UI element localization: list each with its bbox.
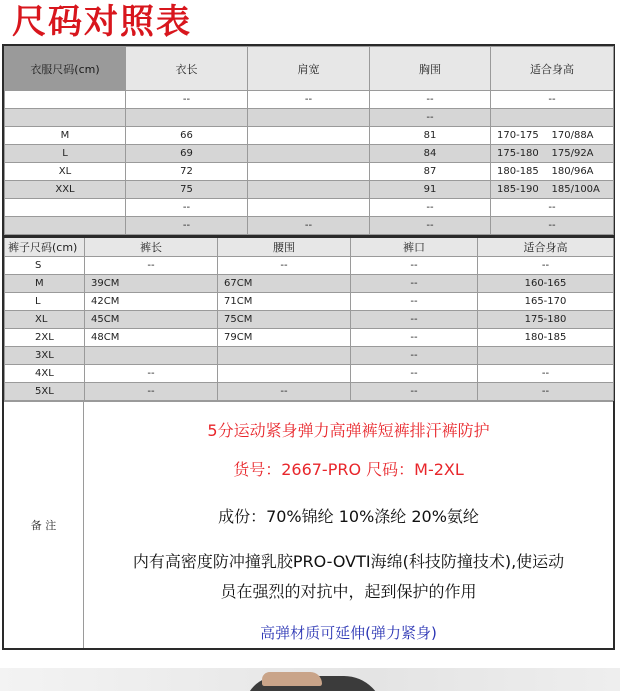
cell-chest: 91 — [370, 181, 491, 199]
cell-length: -- — [126, 91, 248, 109]
cell-size: 3XL — [5, 347, 85, 365]
header-waist: 腰围 — [218, 237, 351, 257]
cell-shoulder — [248, 109, 370, 127]
cell-size: XL — [5, 163, 126, 181]
table-row — [5, 217, 614, 235]
pants-size-table — [4, 235, 614, 401]
cell-height: -- — [478, 257, 614, 275]
cell-length: -- — [85, 365, 218, 383]
cell-size — [5, 91, 126, 109]
cell-hem: -- — [351, 257, 478, 275]
cell-chest: -- — [370, 217, 491, 235]
cell-height: 180-185 — [478, 329, 614, 347]
cell-waist: -- — [218, 383, 351, 401]
header-shoulder: 肩宽 — [248, 47, 370, 91]
table-row — [5, 127, 614, 145]
table-row — [5, 365, 614, 383]
cell-size: M — [5, 275, 85, 293]
cell-height: 180-185 180/96A — [491, 163, 614, 181]
table-row — [5, 311, 614, 329]
product-code-line: 货号：2667-PRO 尺码：M-2XL — [233, 460, 464, 479]
cell-height: 160-165 — [478, 275, 614, 293]
cell-height: -- — [491, 199, 614, 217]
cell-height: 170-175 170/88A — [491, 127, 614, 145]
cell-chest: 87 — [370, 163, 491, 181]
cell-height: -- — [491, 217, 614, 235]
header-pants-length: 裤长 — [85, 237, 218, 257]
cell-shoulder: -- — [248, 91, 370, 109]
cell-hem: -- — [351, 293, 478, 311]
cell-hem: -- — [351, 383, 478, 401]
cell-height — [478, 347, 614, 365]
product-name-line: 5分运动紧身弹力高弹裤短裤排汗裤防护 — [207, 421, 490, 440]
notes-body — [84, 402, 613, 648]
table-row — [5, 347, 614, 365]
cell-chest: -- — [370, 91, 491, 109]
header-pants-height: 适合身高 — [478, 237, 614, 257]
cell-length — [126, 109, 248, 127]
cell-length: 69 — [126, 145, 248, 163]
cell-waist: 67CM — [218, 275, 351, 293]
header-top-length: 衣长 — [126, 47, 248, 91]
header-hem: 裤口 — [351, 237, 478, 257]
cell-waist: 79CM — [218, 329, 351, 347]
cell-chest: -- — [370, 109, 491, 127]
notes-section — [4, 401, 613, 648]
cell-height: 175-180 — [478, 311, 614, 329]
cell-size: XXL — [5, 181, 126, 199]
cell-hem: -- — [351, 347, 478, 365]
cell-waist: 75CM — [218, 311, 351, 329]
cell-size: M — [5, 127, 126, 145]
table-row — [5, 109, 614, 127]
description-line-2: 员在强烈的对抗中，起到保护的作用 — [220, 582, 477, 601]
cell-waist — [218, 365, 351, 383]
table-row — [5, 293, 614, 311]
cell-shoulder — [248, 145, 370, 163]
cell-waist — [218, 347, 351, 365]
header-chest: 胸围 — [370, 47, 491, 91]
description-line-1: 内有高密度防冲撞乳胶PRO-OVTI海绵(科技防撞技术),使运动 — [132, 552, 565, 571]
cell-length: -- — [126, 199, 248, 217]
table-row — [5, 257, 614, 275]
cell-length: -- — [85, 257, 218, 275]
elastic-note-line: 高弹材质可延伸(弹力紧身) — [260, 624, 437, 642]
cell-size: 4XL — [5, 365, 85, 383]
cell-shoulder — [248, 181, 370, 199]
composition-line: 成份：70%锦纶 10%涤纶 20%氨纶 — [218, 507, 479, 526]
notes-label: 备 注 — [4, 402, 84, 648]
cell-length: 42CM — [85, 293, 218, 311]
cell-length: 66 — [126, 127, 248, 145]
table-row — [5, 181, 614, 199]
cell-size: XL — [5, 311, 85, 329]
cell-length: -- — [126, 217, 248, 235]
cell-length: 45CM — [85, 311, 218, 329]
cell-waist: -- — [218, 257, 351, 275]
cell-hem: -- — [351, 311, 478, 329]
cell-length: 72 — [126, 163, 248, 181]
cell-size: L — [5, 293, 85, 311]
cell-height: 175-180 175/92A — [491, 145, 614, 163]
pants-table-header — [5, 237, 614, 257]
cell-length: 75 — [126, 181, 248, 199]
cell-shoulder: -- — [248, 217, 370, 235]
header-top-height: 适合身高 — [491, 47, 614, 91]
table-row — [5, 163, 614, 181]
cell-size: 5XL — [5, 383, 85, 401]
cell-height: 165-170 — [478, 293, 614, 311]
cell-chest: 84 — [370, 145, 491, 163]
cell-height: 185-190 185/100A — [491, 181, 614, 199]
cell-shoulder — [248, 127, 370, 145]
cell-size — [5, 109, 126, 127]
cell-hem: -- — [351, 275, 478, 293]
table-row — [5, 383, 614, 401]
cell-size: 2XL — [5, 329, 85, 347]
top-table-header — [5, 47, 614, 91]
cell-height: -- — [478, 383, 614, 401]
cell-height: -- — [491, 91, 614, 109]
cell-size: L — [5, 145, 126, 163]
cell-length: 48CM — [85, 329, 218, 347]
table-row — [5, 329, 614, 347]
cell-shoulder — [248, 163, 370, 181]
cell-waist: 71CM — [218, 293, 351, 311]
cell-chest: 81 — [370, 127, 491, 145]
cell-chest: -- — [370, 199, 491, 217]
cell-size: S — [5, 257, 85, 275]
cell-size — [5, 217, 126, 235]
cell-shoulder — [248, 199, 370, 217]
table-row — [5, 145, 614, 163]
cell-length: 39CM — [85, 275, 218, 293]
table-row — [5, 199, 614, 217]
header-pants-size: 裤子尺码(cm) — [5, 237, 85, 257]
top-size-table — [4, 46, 614, 235]
cell-hem: -- — [351, 329, 478, 347]
table-row — [5, 91, 614, 109]
page-title: 尺码对照表 — [12, 2, 192, 42]
cell-length: -- — [85, 383, 218, 401]
cell-height: -- — [478, 365, 614, 383]
size-chart — [2, 44, 615, 650]
header-top-size: 衣服尺码(cm) — [5, 47, 126, 91]
cell-hem: -- — [351, 365, 478, 383]
table-row — [5, 275, 614, 293]
photo-skin-shape — [262, 672, 322, 686]
cell-length — [85, 347, 218, 365]
product-photo-strip — [0, 668, 620, 691]
cell-size — [5, 199, 126, 217]
cell-height — [491, 109, 614, 127]
